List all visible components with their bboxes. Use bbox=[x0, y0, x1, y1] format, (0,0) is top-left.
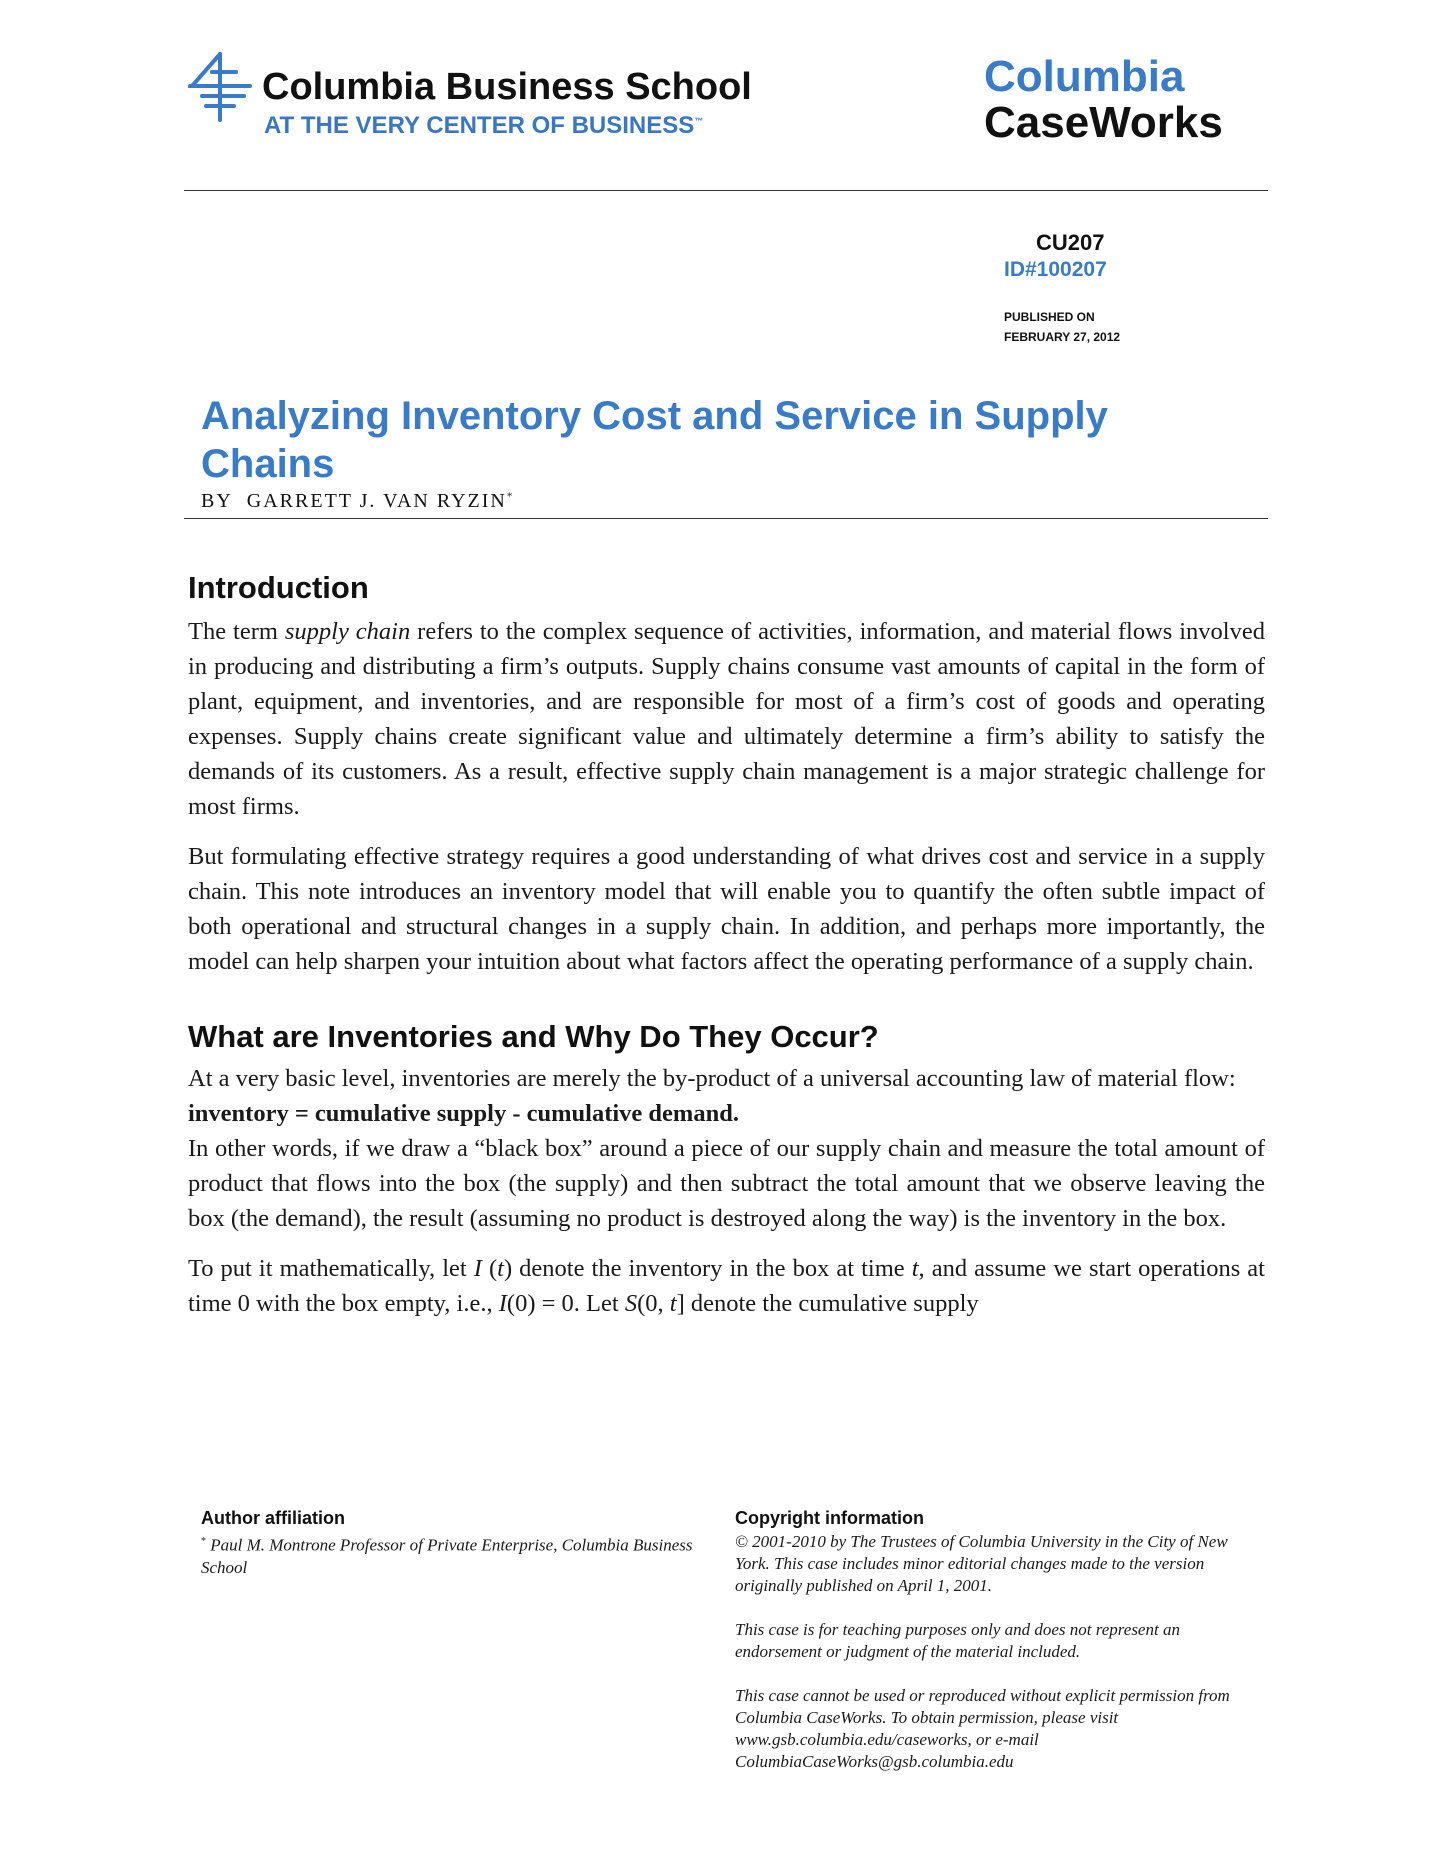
affiliation-heading: Author affiliation bbox=[201, 1508, 345, 1528]
caseworks-line1: Columbia bbox=[984, 52, 1185, 101]
columbia-business-school-logo bbox=[186, 50, 786, 139]
caseworks-line2: CaseWorks bbox=[984, 98, 1223, 148]
case-code: CU207 bbox=[1036, 230, 1105, 255]
var-t: t bbox=[669, 1290, 677, 1317]
byline-prefix: BY bbox=[201, 490, 233, 512]
columbia-caseworks-logo bbox=[984, 54, 1223, 146]
copyright-paragraph-3: This case cannot be used or reproduced without explicit permission from Columbia CaseWorks. To obtain permission, please visit www.gsb.columbia.edu/caseworks, or e-mail ColumbiaCaseWorks@gsb.columbia.edu bbox=[735, 1686, 1230, 1771]
document-body bbox=[188, 568, 1265, 1321]
affiliation-text bbox=[201, 1531, 701, 1579]
inventories-paragraph-3 bbox=[188, 1251, 1265, 1321]
p3-text-e: (0) = 0. Let bbox=[506, 1290, 625, 1317]
p3-text-g: ] denote the cumulative supply bbox=[676, 1290, 979, 1317]
p3-text-b: ( bbox=[481, 1255, 498, 1282]
header-divider bbox=[184, 190, 1268, 191]
cbs-name: Columbia Business School bbox=[262, 66, 752, 108]
intro-paragraph-1 bbox=[188, 614, 1265, 824]
p3-text-f: (0, bbox=[637, 1290, 670, 1317]
document-title: Analyzing Inventory Cost and Service in Supply Chains bbox=[201, 394, 1108, 486]
published-label: PUBLISHED ON bbox=[1004, 310, 1095, 324]
author-name: GARRETT J. VAN RYZIN bbox=[246, 490, 507, 512]
var-t: t bbox=[497, 1255, 504, 1282]
p3-text-a: To put it mathematically, let bbox=[188, 1255, 474, 1282]
trademark-mark: ™ bbox=[694, 116, 704, 126]
var-I: I bbox=[498, 1290, 507, 1317]
affiliation-body: Paul M. Montrone Professor of Private Enterprise, Columbia Business School bbox=[201, 1535, 693, 1577]
inventory-formula: inventory = cumulative supply - cumulative demand. bbox=[188, 1100, 739, 1127]
author-affiliation bbox=[201, 1508, 701, 1579]
cbs-tagline bbox=[264, 112, 703, 140]
published-date: FEBRUARY 27, 2012 bbox=[1004, 330, 1121, 344]
term-supply-chain: supply chain bbox=[284, 618, 411, 645]
section-heading-inventories: What are Inventories and Why Do They Occur? bbox=[188, 1019, 879, 1054]
affiliation-marker: * bbox=[201, 1536, 206, 1547]
inventories-paragraph-2: In other words, if we draw a “black box” around a piece of our supply chain and measure the total amount of product that flows into the box (the supply) and then subtract the total amount that we observe leaving the box (the demand), the result (assuming no product is destroyed along the way) is the inventory in the box. bbox=[188, 1135, 1265, 1232]
intro-p1-rest: refers to the complex sequence of activities, information, and material flows involved in producing and distributing a firm’s outputs. Supply chains consume vast amounts of capital in the form of plant, equipment, and inventories, and are responsible for most of a firm’s cost of goods and operating expenses. Supply chains create significant value and ultimately determine a firm’s ability to satisfy the demands of its customers. As a result, effective supply chain management is a major strategic challenge for most firms. bbox=[188, 618, 1265, 820]
copyright-paragraph-1: © 2001-2010 by The Trustees of Columbia University in the City of New York. This case includes minor editorial changes made to the version originally published on April 1, 2001. bbox=[735, 1532, 1228, 1595]
byline bbox=[201, 490, 512, 513]
cbs-tagline-text: AT THE VERY CENTER OF BUSINESS bbox=[264, 112, 695, 139]
author-footnote-marker: * bbox=[506, 490, 513, 503]
section-heading-introduction: Introduction bbox=[188, 570, 369, 605]
inventories-paragraph-1: At a very basic level, inventories are merely the by-product of a universal accounting law of material flow: bbox=[188, 1065, 1236, 1092]
columbia-crown-icon bbox=[186, 50, 256, 122]
var-S: S bbox=[624, 1290, 638, 1317]
copyright-heading: Copyright information bbox=[735, 1508, 924, 1528]
intro-p1-start: The term bbox=[188, 618, 285, 645]
p3-text-c: ) denote the inventory in the box at time bbox=[503, 1255, 912, 1282]
copyright-paragraph-2: This case is for teaching purposes only and does not represent an endorsement or judgment of the material included. bbox=[735, 1620, 1180, 1661]
var-t: t bbox=[911, 1255, 919, 1282]
intro-paragraph-2: But formulating effective strategy requires a good understanding of what drives cost and service in a supply chain. This note introduces an inventory model that will enable you to quantify the often subtle impact of both operational and structural changes in a supply chain. In addition, and perhaps more importantly, the model can help sharpen your intuition about what factors affect the operating performance of a supply chain. bbox=[188, 843, 1265, 975]
p3-text-d: , and assume we start operations at time 0 with the box empty, i.e., bbox=[188, 1255, 1265, 1317]
var-I: I bbox=[473, 1255, 482, 1282]
case-id: ID#100207 bbox=[1004, 258, 1107, 281]
title-divider bbox=[184, 518, 1268, 519]
copyright-information bbox=[735, 1508, 1255, 1773]
